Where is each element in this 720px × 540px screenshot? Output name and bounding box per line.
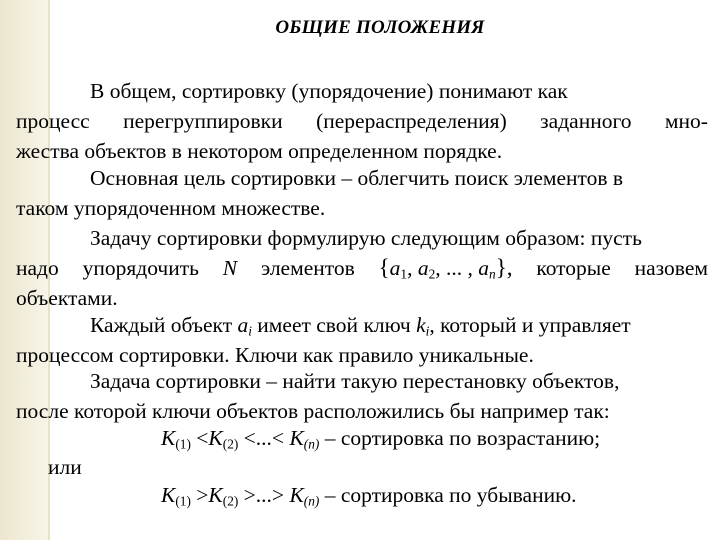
comma-sep: ,: [462, 256, 479, 280]
comma-sep: ,: [407, 256, 418, 280]
p1-line1: В общем, сортировку (упорядочение) понимают как: [90, 79, 568, 103]
slide-title: ОБЩИЕ ПОЛОЖЕНИЯ: [275, 17, 485, 38]
a1-symbol: a: [389, 256, 401, 280]
p4-line1: [90, 310, 631, 340]
word: мно-: [664, 109, 708, 133]
ki-symbol: k: [416, 313, 426, 337]
brace-close: },: [495, 255, 513, 280]
ai-subscript: i: [248, 323, 252, 339]
k-symbol: K: [208, 483, 223, 507]
word: перегруппировки: [123, 109, 283, 133]
formula-caption: – сортировка по возрастанию;: [319, 426, 601, 450]
n-symbol: N: [222, 256, 238, 280]
k-symbol: K: [208, 426, 223, 450]
text: , который и управляет: [429, 313, 631, 337]
k-subscript: (1): [175, 493, 191, 509]
formula-ascending: [161, 423, 600, 453]
word: (перераспределения): [316, 109, 507, 133]
text: имеет свой ключ: [257, 313, 411, 337]
p3-line1: Задачу сортировки формулирую следующим образом: пусть: [90, 226, 642, 250]
word: заданного: [540, 109, 632, 133]
ki-subscript: i: [425, 323, 430, 339]
word: процесс: [16, 109, 90, 133]
formula-caption: – сортировка по убыванию.: [319, 483, 577, 507]
k-symbol: K: [161, 483, 176, 507]
k-symbol: K: [161, 426, 176, 450]
p4-line2: процессом сортировки. Ключи как правило уникальные.: [16, 343, 534, 367]
word: надо: [16, 256, 59, 280]
set-notation: [379, 253, 513, 283]
p3-line3: объектами.: [16, 286, 118, 310]
k-symbol: K: [289, 483, 304, 507]
operator: <...<: [238, 426, 290, 450]
p5-line1: Задача сортировки – найти такую перестановку объектов,: [90, 369, 620, 393]
p2-line1: Основная цель сортировки – облегчить поиск элементов в: [90, 166, 624, 190]
brace-open: {: [378, 255, 390, 280]
ellipsis: ...: [446, 256, 463, 280]
an-symbol: a: [478, 256, 490, 280]
p1-line2: [16, 106, 708, 136]
p2-line2: таком упорядоченном множестве.: [16, 196, 326, 220]
an-subscript: n: [489, 266, 496, 282]
operator: >: [190, 483, 209, 507]
k-subscript: (2): [222, 436, 239, 452]
p1-line3: жества объектов в некотором определенном порядке.: [16, 139, 503, 163]
word: которые: [536, 256, 611, 280]
formula-descending: [161, 480, 577, 510]
text: Каждый объект: [90, 313, 233, 337]
ai-symbol: a: [237, 313, 249, 337]
comma-sep: ,: [435, 256, 447, 280]
word: назовем: [634, 256, 708, 280]
a2-symbol: a: [417, 256, 429, 280]
a2-subscript: 2: [428, 266, 436, 282]
p3-line2: [16, 253, 708, 283]
word: упорядочить: [82, 256, 199, 280]
or-word: или: [48, 455, 82, 479]
k-subscript: (n): [303, 493, 320, 509]
p5-line2: после которой ключи объектов расположились бы например так:: [16, 399, 610, 423]
k-subscript: (n): [303, 436, 320, 452]
k-subscript: (2): [222, 493, 239, 509]
a1-subscript: 1: [400, 266, 408, 282]
operator: <: [190, 426, 209, 450]
operator: >...>: [238, 483, 290, 507]
k-subscript: (1): [175, 436, 191, 452]
k-symbol: K: [289, 426, 304, 450]
word: элементов: [260, 256, 355, 280]
